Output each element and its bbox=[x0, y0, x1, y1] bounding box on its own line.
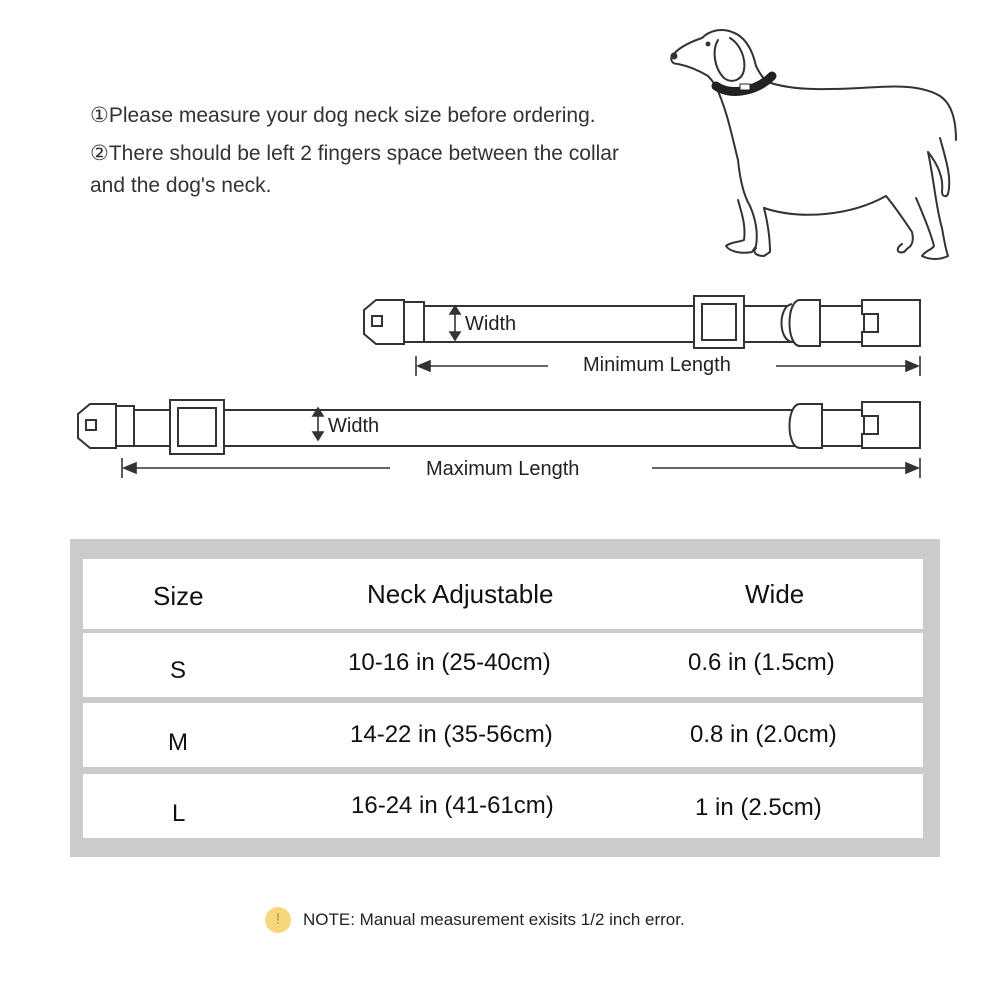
neck-cell: 10-16 in (25-40cm) bbox=[348, 649, 551, 676]
measurement-note bbox=[265, 907, 685, 933]
short-collar bbox=[364, 296, 920, 348]
neck-cell: 14-22 in (35-56cm) bbox=[350, 721, 553, 748]
header-wide: Wide bbox=[745, 579, 805, 609]
wide-cell: 1 in (2.5cm) bbox=[695, 794, 822, 821]
long-width-label: Width bbox=[328, 415, 380, 437]
instruction-measure: ①Please measure your dog neck size before ordering. bbox=[90, 104, 596, 127]
long-collar bbox=[78, 400, 920, 454]
table-row bbox=[83, 774, 923, 838]
size-cell: S bbox=[170, 657, 187, 684]
size-cell: M bbox=[168, 729, 188, 756]
wide-cell: 0.8 in (2.0cm) bbox=[690, 721, 837, 748]
table-row bbox=[83, 633, 923, 697]
wide-cell: 0.6 in (1.5cm) bbox=[688, 649, 835, 676]
neck-cell: 16-24 in (41-61cm) bbox=[351, 792, 554, 819]
size-cell: L bbox=[172, 800, 186, 827]
max-length-label: Maximum Length bbox=[426, 458, 580, 480]
header-neck: Neck Adjustable bbox=[367, 579, 554, 609]
short-width-label: Width bbox=[465, 313, 517, 335]
warning-icon: ! bbox=[265, 907, 291, 933]
instruction-finger-space: ②There should be left 2 fingers space between the collar and the dog's neck. bbox=[90, 142, 619, 197]
table-header-row bbox=[83, 559, 923, 629]
table-row bbox=[83, 703, 923, 767]
size-table bbox=[70, 539, 940, 857]
min-length-label: Minimum Length bbox=[583, 354, 731, 376]
note-text: NOTE: Manual measurement exisits 1/2 inch error. bbox=[303, 910, 685, 929]
header-size: Size bbox=[153, 581, 204, 611]
